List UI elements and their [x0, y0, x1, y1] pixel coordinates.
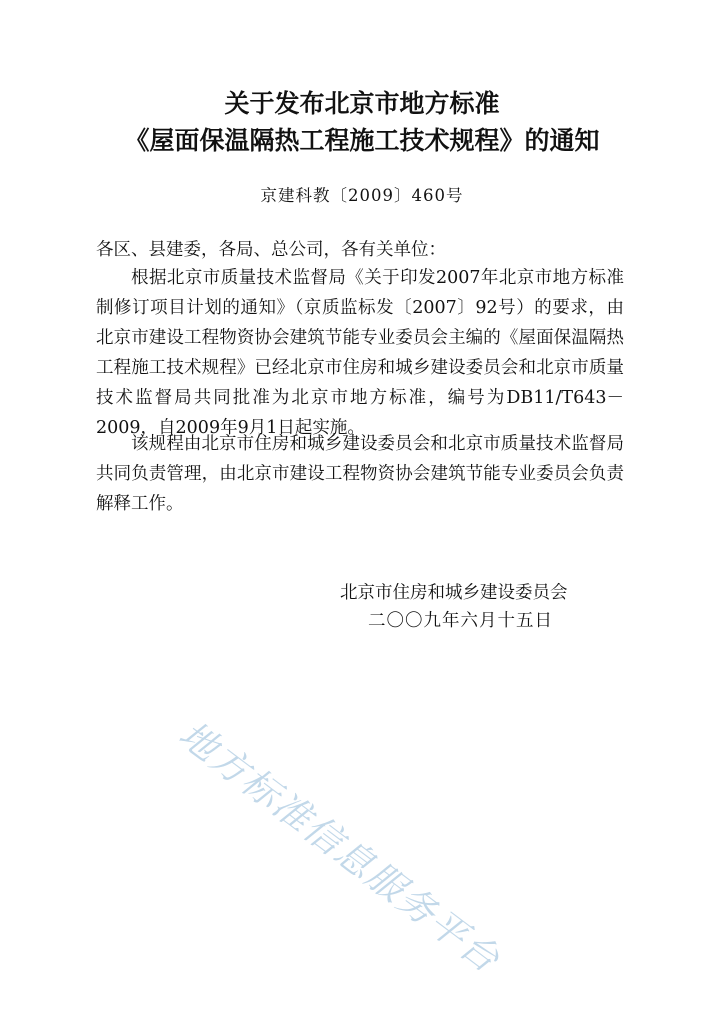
signature-date: 二〇〇九年六月十五日 [368, 611, 553, 631]
signature-organization: 北京市住房和城乡建设委员会 [340, 583, 568, 603]
title-line-2: 《屋面保温隔热工程施工技术规程》的通知 [124, 126, 600, 155]
addressee: 各区、县建委，各局、总公司，各有关单位： [96, 240, 446, 260]
document-number: 京建科教〔2009〕460号 [260, 186, 464, 205]
paragraph-1: 根据北京市质量技术监督局《关于印发2007年北京市地方标准制修订项目计划的通知》（京质监标发〔2007〕92号）的要求，由北京市建设工程物资协会建筑节能专业委员会主编的《屋面保温隔热工程施工技术规程》已经北京市住房和城乡建设委员会和北京市质量技术监督局共同批准为北京市地方标准，编号为DB11/T643－2009，自2009年9月1日起实施。 [96, 268, 624, 438]
title-line-1: 关于发布北京市地方标准 [224, 89, 500, 118]
watermark: 地方标准信息服务平台 [170, 712, 509, 982]
paragraph-2: 该规程由北京市住房和城乡建设委员会和北京市质量技术监督局共同负责管理，由北京市建设工程物资协会建筑节能专业委员会负责解释工作。 [96, 434, 624, 514]
